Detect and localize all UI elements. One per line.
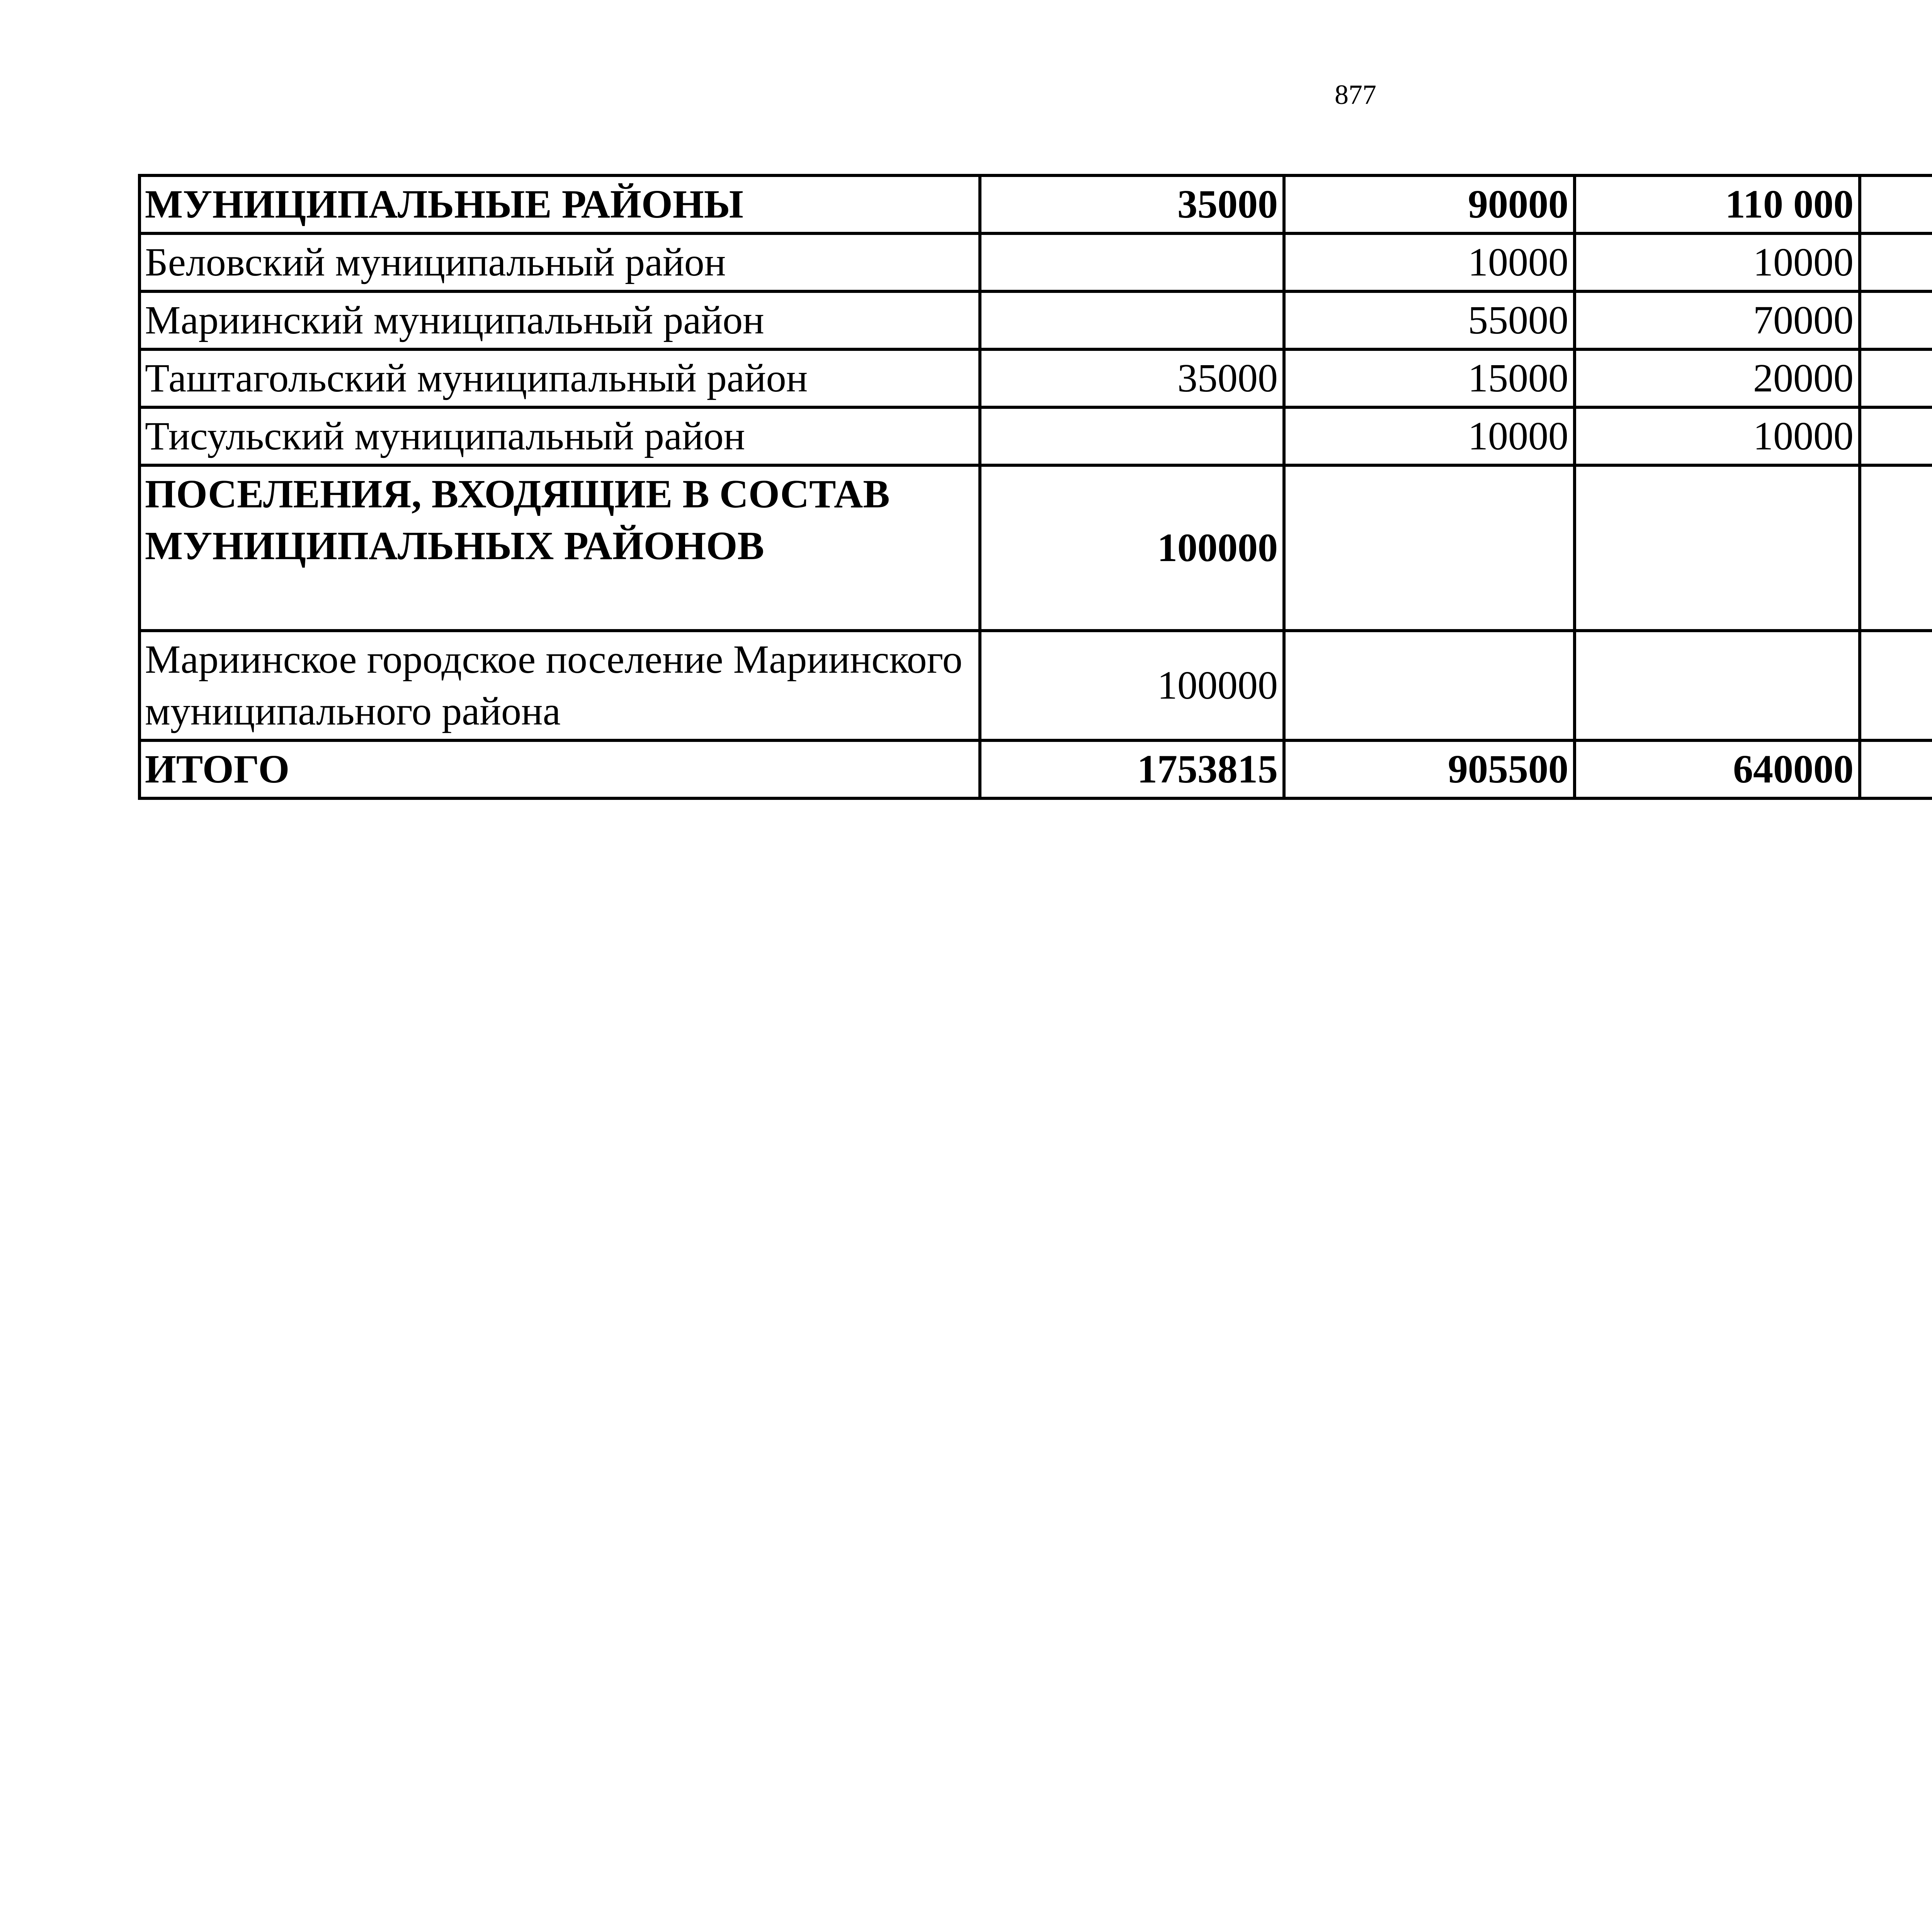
table-row (139, 233, 1932, 291)
value-cell (1575, 465, 1860, 631)
value-cell (1284, 631, 1575, 740)
value-cell: 110 000 (1575, 175, 1860, 233)
table-row (139, 631, 1932, 740)
budget-table (138, 174, 1932, 800)
value-cell: 90000 (1284, 175, 1575, 233)
table-row (139, 175, 1932, 233)
value-cell: 55000 (1284, 291, 1575, 349)
value-cell: 35000 (980, 175, 1284, 233)
value-cell: 1753815 (980, 740, 1284, 798)
value-cell (1284, 465, 1575, 631)
page-number: 877 (1335, 79, 1376, 110)
value-cell (1860, 465, 1932, 631)
value-cell (980, 407, 1284, 465)
value-cell: 15000 (1284, 349, 1575, 407)
value-cell (1860, 631, 1932, 740)
value-cell (1860, 740, 1932, 798)
table-row (139, 349, 1932, 407)
value-cell: 100000 (980, 465, 1284, 631)
value-cell (1860, 407, 1932, 465)
value-cell (980, 291, 1284, 349)
row-label: ИТОГО (139, 740, 980, 798)
value-cell: 10000 (1575, 407, 1860, 465)
row-label: ПОСЕЛЕНИЯ, ВХОДЯЩИЕ В СОСТАВ МУНИЦИПАЛЬНЫХ РАЙОНОВ (139, 465, 980, 631)
value-cell (1860, 349, 1932, 407)
value-cell (980, 233, 1284, 291)
value-cell: 640000 (1575, 740, 1860, 798)
table-row (139, 407, 1932, 465)
table-row-total (139, 740, 1932, 798)
value-cell: 100000 (980, 631, 1284, 740)
value-cell: 905500 (1284, 740, 1575, 798)
row-label: Тисульский муниципальный район (139, 407, 980, 465)
value-cell (1860, 233, 1932, 291)
value-cell: 20000 (1575, 349, 1860, 407)
value-cell (1860, 291, 1932, 349)
row-label: МУНИЦИПАЛЬНЫЕ РАЙОНЫ (139, 175, 980, 233)
row-label: Беловский муниципальный район (139, 233, 980, 291)
value-cell: 35000 (980, 349, 1284, 407)
table-row (139, 465, 1932, 631)
value-cell (1860, 175, 1932, 233)
row-label: Мариинский муниципальный район (139, 291, 980, 349)
value-cell: 10000 (1575, 233, 1860, 291)
row-label: Таштагольский муниципальный район (139, 349, 980, 407)
row-label: Мариинское городское поселение Мариинского муниципального района (139, 631, 980, 740)
value-cell: 10000 (1284, 233, 1575, 291)
value-cell (1575, 631, 1860, 740)
table-row (139, 291, 1932, 349)
value-cell: 10000 (1284, 407, 1575, 465)
value-cell: 70000 (1575, 291, 1860, 349)
